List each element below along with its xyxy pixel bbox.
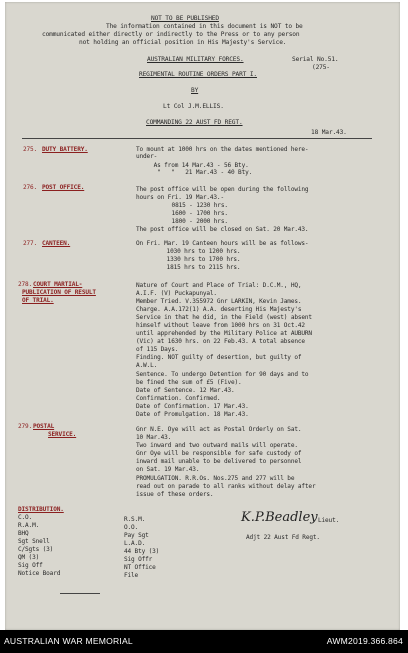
distribution-item: BHQ xyxy=(18,530,29,537)
section-line: Gnr Oye will be responsible for safe custody of xyxy=(136,450,302,457)
section-line: issue of these orders. xyxy=(136,491,214,498)
section-line: himself without leave from 1000 hrs on 31 Oct.42 xyxy=(136,322,305,329)
warning-line-3: not holding an official position in His Majesty's Service. xyxy=(79,39,287,46)
section-line: 1800 - 2000 hrs. xyxy=(161,218,228,225)
section-line: read out on parade to all ranks without delay after xyxy=(136,483,316,490)
section-line: Service in that he did, in the Field (west) absent xyxy=(136,314,312,321)
archive-footer xyxy=(0,630,408,653)
serial-number: Serial No.51. xyxy=(292,56,339,63)
orders-date: 18 Mar.43. xyxy=(311,129,347,136)
distribution-item: QM (3) xyxy=(18,554,40,561)
handwritten-signature: K.P.Beadley xyxy=(241,510,318,525)
distribution-item: Pay Sgt xyxy=(124,532,149,539)
section-number: 277. xyxy=(23,240,38,247)
section-line: 0815 - 1230 hrs. xyxy=(161,202,228,209)
section-line: Two inward and two outward mails will operate. xyxy=(136,442,298,449)
section-title: POSTAL xyxy=(33,423,55,430)
signature-title: Adjt 22 Aust Fd Regt. xyxy=(246,534,320,541)
section-line: hours on Fri. 19 Mar.43.- xyxy=(136,194,224,201)
section-line: be fined the sum of £5 (Five). xyxy=(136,379,242,386)
section-line: To mount at 1000 hrs on the dates mentioned here- xyxy=(136,146,309,153)
section-line: of 115 Days. xyxy=(136,346,179,353)
distribution-item: Notice Board xyxy=(18,570,61,577)
section-line: Date of Sentence. 12 Mar.43. xyxy=(136,387,235,394)
distribution-item: Sig Offr xyxy=(124,556,153,563)
section-title: OF TRIAL. xyxy=(22,297,54,304)
not-published-notice: NOT TO BE PUBLISHED xyxy=(151,15,219,22)
warning-line-2: communicated either directly or indirectly to the Press or to any person xyxy=(42,31,300,38)
distribution-item: File xyxy=(124,572,139,579)
section-line: Charge. A.A.172(1) A.A. deserting His Majesty's xyxy=(136,306,302,313)
orders-title: REGIMENTAL ROUTINE ORDERS PART I. xyxy=(139,71,257,78)
section-line: Confirmation. Confirmed. xyxy=(136,395,221,402)
distribution-item: Sgt Snell xyxy=(18,538,50,545)
section-line: 1030 hrs to 1200 hrs. xyxy=(156,248,241,255)
section-line: 10 Mar.43. xyxy=(136,434,172,441)
warning-line-1: The information contained in this document is NOT to be xyxy=(106,23,303,30)
section-line: Member Tried. V.355972 Gnr LARKIN, Kevin James. xyxy=(136,298,302,305)
section-line: Nature of Court and Place of Trial: D.C.M., HQ, xyxy=(136,282,302,289)
section-line: under- xyxy=(136,153,158,160)
section-number: 279. xyxy=(18,423,33,430)
section-line: 1600 - 1700 hrs. xyxy=(161,210,228,217)
distribution-item: C.O. xyxy=(18,514,33,521)
section-line: inward mail unable to be delivered to personnel xyxy=(136,458,302,465)
section-line: Date of Promulgation. 18 Mar.43. xyxy=(136,411,249,418)
section-line: The post office will be closed on Sat. 20 Mar.43. xyxy=(136,226,309,233)
distribution-item: O.O. xyxy=(124,524,139,531)
section-number: 275. xyxy=(23,146,38,153)
command-title: COMMANDING 22 AUST FD REGT. xyxy=(146,119,243,126)
archive-name: AUSTRALIAN WAR MEMORIAL xyxy=(4,636,133,646)
section-line: Gnr N.E. Oye will act as Postal Orderly on Sat. xyxy=(136,426,302,433)
distribution-item: R.A.M. xyxy=(18,522,40,529)
section-line: on Sat. 19 Mar.43. xyxy=(136,466,200,473)
section-line: As from 14 Mar.43 - 56 Bty. xyxy=(136,162,249,169)
section-title: DUTY BATTERY. xyxy=(42,146,88,153)
commanding-officer: Lt Col J.M.ELLIS. xyxy=(163,103,224,110)
distribution-item: NT Office xyxy=(124,564,156,571)
section-title: CANTEEN. xyxy=(42,240,71,247)
bottom-rule xyxy=(60,593,100,594)
distribution-item: C/Sgts (3) xyxy=(18,546,54,553)
serial-range: (275- xyxy=(312,64,330,71)
section-title: PUBLICATION OF RESULT xyxy=(22,289,96,296)
section-title: COURT MARTIAL- xyxy=(33,281,83,288)
distribution-item: L.A.D. xyxy=(124,540,146,547)
header-divider xyxy=(22,138,372,139)
section-line: until apprehended by the Military Police at AUBURN xyxy=(136,330,312,337)
section-line: " " 21 Mar.43 - 40 Bty. xyxy=(136,169,253,176)
section-title: SERVICE. xyxy=(48,431,77,438)
distribution-item: Sig Off xyxy=(18,562,43,569)
section-line: Sentence. To undergo Detention for 90 days and to xyxy=(136,371,309,378)
distribution-item: 44 Bty (3) xyxy=(124,548,160,555)
section-line: (Vic) at 1630 hrs. on 22 Feb.43. A total absence xyxy=(136,338,305,345)
signature-rank: Lieut. xyxy=(318,517,340,524)
section-title: POST OFFICE. xyxy=(42,184,85,191)
section-line: PROMULGATION. R.R.Os. Nos.275 and 277 will be xyxy=(136,475,295,482)
section-number: 276. xyxy=(23,184,38,191)
section-line: Date of Confirmation. 17 Mar.43. xyxy=(136,403,249,410)
archive-reference: AWM2019.366.864 xyxy=(326,636,403,646)
section-line: 1330 hrs to 1700 hrs. xyxy=(156,256,241,263)
distribution-item: R.S.M. xyxy=(124,516,146,523)
section-line: On Fri. Mar. 19 Canteen hours will be as follows- xyxy=(136,240,309,247)
section-number: 278. xyxy=(18,281,33,288)
distribution-title: DISTRIBUTION. xyxy=(18,506,64,513)
by-label: BY xyxy=(191,87,199,94)
force-title: AUSTRALIAN MILITARY FORCES. xyxy=(147,56,244,63)
section-line: Finding. NOT guilty of desertion, but guilty of xyxy=(136,354,302,361)
section-line: A.I.F. (V) Puckapunyal. xyxy=(136,290,217,297)
section-line: 1815 hrs to 2115 hrs. xyxy=(156,264,241,271)
section-line: A.W.L. xyxy=(136,362,158,369)
section-line: The post office will be open during the following xyxy=(136,186,309,193)
